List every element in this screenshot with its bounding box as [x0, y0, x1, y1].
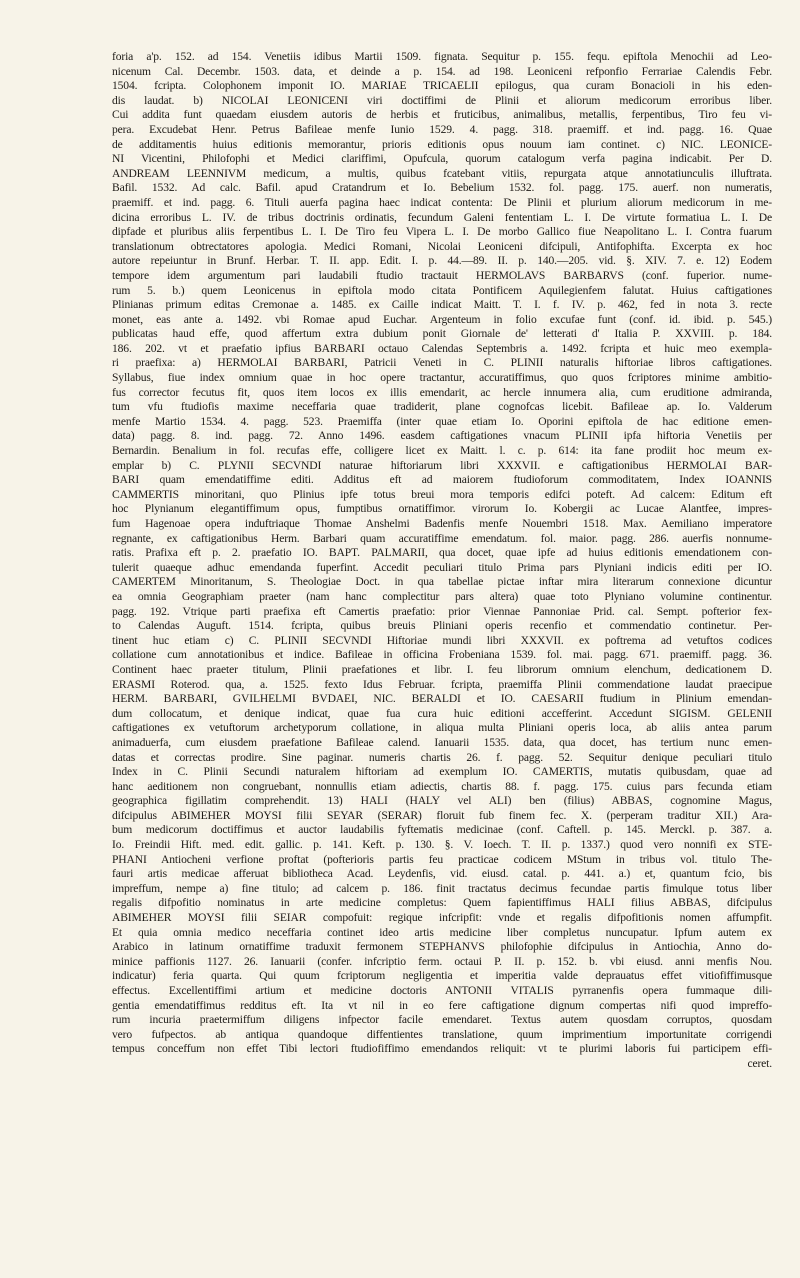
text-line: effectus. Excellentiffimi artium et medicine doctoris ANTONII VITALIS pyrranenfis opera fummaque dili-	[112, 984, 772, 997]
text-line: dum collocatum, et denique indicat, quae fua cura huic editioni accefferint. Accedunt SIGISM. GELENII	[112, 706, 772, 720]
text-line: dis laudat. b) NICOLAI LEONICENI viri doctiffimi de Plinii et aliorum medicorum erroribus liber.	[112, 93, 772, 107]
text-line: emplar b) C. PLYNII SECVNDI naturae hiftoriarum libri XXXVII. e caftigationibus HERMOLAI BAR-	[112, 458, 772, 472]
text-line: autore repeiuntur in Brunf. Herbar. T. II. app. Edit. I. p. 44.—89. II. p. 140.—205. vid. §. XIV. 7. e. 12) Eodem	[112, 254, 772, 268]
text-line: fum Hagenoae opera induftriaque Thomae Anshelmi Badenfis menfe Nouembri 1518. Max. Aemiliano imperatore	[112, 517, 772, 530]
text-line: ANDREAM LEENNIVM medicum, a multis, quibus fcatebant vitiis, repurgata atque annotatiunculis illuftrata.	[112, 166, 772, 180]
text-line: Continent haec praeter titulum, Plinii praefationes et libr. I. feu librorum omnium elenchum, dedicationem D.	[112, 662, 772, 676]
text-line: translationum obtrectatores apologia. Medici Romani, Nicolai Leoniceni difcipuli, Antifophifta. Excerpta ex hoc	[112, 239, 772, 253]
text-line: difcipulus ABIMEHER MOYSI filii SEYAR (SERAR) floruit fub finem fec. X. (perperam traditur XII.) Ara-	[112, 808, 772, 822]
text-line: data) pagg. 8. ind. pagg. 72. Anno 1496. easdem caftigationes vnacum PLINII ipfa hiftoria Venetiis per	[112, 429, 772, 443]
text-line: ri praefixa: a) HERMOLAI BARBARI, Patricii Veneti in C. PLINII naturalis hiftoriae libros caftigationes.	[112, 356, 772, 370]
text-line: 1504. fcripta. Colophonem imponit IO. MARIAE TRICAELII epilogus, qua curam Bonacioli in his eden-	[112, 79, 772, 93]
text-line: Plinianas primum editas Cremonae a. 1485. ex Caille indicat Maitt. T. I. f. IV. p. 462, fed in nota 3. recte	[112, 298, 772, 312]
text-line: tempus conceffum non effet Tibi lectori ftudiofiffimo emendandos reliquit: vt te plurimi laboris fui participem effi-	[112, 1042, 772, 1056]
text-line: rum 5. b.) quem Leonicenus in epiftola modo citata Pontificem Aquilegienfem falutat. Huius caftigationes	[112, 283, 772, 297]
text-line: impreffum, nempe a) fine titulo; ad calcem p. 186. finit tractatus decimus fecundae partis fimulque totus liber	[112, 881, 772, 895]
text-line: ratis. Prafixa eft p. 2. praefatio IO. BAPT. PALMARII, qua docet, quae ipfe ad huius editionis emendationem con-	[112, 546, 772, 560]
text-line: PHANI Antiocheni verfione proftat (pofterioris partis feu practicae codicem MStum in tribus vol. titulo The-	[112, 852, 772, 866]
text-line: Index in C. Plinii Secundi naturalem hiftoriam ad exemplum IO. CAMERTIS, mutatis quibusdam, quae ad	[112, 765, 772, 779]
text-line: Bafil. 1532. Ad calc. Bafil. apud Cratandrum et Io. Bebelium 1532. fol. pagg. 175. auerf. non numeratis,	[112, 181, 772, 195]
text-line: animaduerfa, cum eiusdem praefatione Bafileae calend. Ianuarii 1535. data, qua docet, has tertium nunc emen-	[112, 735, 772, 749]
text-line: geographica figillatim comprehendit. 13) HALI (HALY vel ALI) ben (filius) ABBAS, cognomine Magus,	[112, 794, 772, 808]
text-line: BARI quam emendatiffime editi. Additus eft ad maiorem ftudioforum commoditatem, Index IOANNIS	[112, 473, 772, 487]
text-line: nicenum Cal. Decembr. 1503. data, et deinde a p. 154. ad 198. Leoniceni refponfio Ferrariae Calendis Febr.	[112, 64, 772, 78]
text-line: monet, eas ante a. 1492. vbi Romae apud Euchar. Argenteum in folio excufae funt (conf. id. ibid. p. 545.)	[112, 312, 772, 326]
text-line: Et quia omnia medico neceffaria continet ideo artis medicine liber completus nuncupatur. Ipfum autem ex	[112, 925, 772, 939]
text-line: Arabico in latinum ornatiffime traduxit fermonem STEPHANVS philofophie difcipulus in Antiochia, Anno do-	[112, 940, 772, 954]
text-line: hanc aeditionem non congruebant, nonnullis etiam adiectis, chartis 88. f. pagg. 175. cuius pars fecunda etiam	[112, 779, 772, 793]
text-line: Cui addita funt quaedam eiusdem autoris de herbis et fruticibus, animalibus, metallis, ferpentibus, Tiro feu vi-	[112, 108, 772, 122]
text-line: CAMERTEM Minoritanum, S. Theologiae Doct. in qua tabellae pictae inftar mira literarum connexione dicuntur	[112, 575, 772, 589]
text-line: tum vfu ftudiofis maxime neceffaria quae tradiderit, plane cognofcas licebit. Bafileae ap. Io. Valderum	[112, 400, 772, 414]
text-line: menfe Martio 1534. 4. pagg. 523. Praemiffa (inter quae etiam Io. Oporini epiftola de hac editione emen-	[112, 414, 772, 428]
text-line: publicatas haud effe, quod affertum extra dubium ponit Giornale de' letterati d' Italia P. XXVIII. p. 184.	[112, 327, 772, 341]
text-line: ceret.	[747, 1056, 772, 1070]
text-line: indicatur) feria quarta. Qui quum fcriptorum negligentia et imperitia valde deprauatus effet vitiofiffimusque	[112, 969, 772, 983]
text-line: pagg. 192. Vtrique parti praefixa eft Camertis praefatio: prior Viennae Pannoniae Prid. cal. Sempt. pofterior fex-	[112, 604, 772, 618]
text-line: datas et correctas prodire. Sine paginar. numeris chartis 26. f. pagg. 52. Sequitur denique peculiari titulo	[112, 750, 772, 764]
body-text	[112, 50, 772, 1072]
text-line: NI Vicentini, Philofophi et Medici clariffimi, Opufcula, quorum catalogum verfa pagina indicabit. Per D.	[112, 152, 772, 166]
text-line: fus corrector fecutus fit, quos item locos ex illis emendarit, ac hercle innumera alia, cum eruditione admiranda,	[112, 385, 772, 399]
text-line: tinent huc etiam c) C. PLINII SECVNDI Hiftoriae mundi libri XXXVII. ex poftrema ad vetuftos codices	[112, 633, 772, 647]
text-line: collatione cum annotationibus et indice. Bafileae in officina Frobeniana 1539. fol. mai. pagg. 671. praemiff. pagg. 36.	[112, 648, 772, 662]
text-line: foria a'p. 152. ad 154. Venetiis idibus Martii 1509. fignata. Sequitur p. 155. fequ. epiftola Menochii ad Leo-	[112, 50, 772, 63]
text-line: Syllabus, fiue index omnium quae in hoc opere tractantur, accuratiffimus, quo quos fcriptores minime ambitio-	[112, 371, 772, 385]
text-line: to Calendas Auguft. 1514. fcripta, quibus breuis Pliniani operis recenfio et commendatio continetur. Per-	[112, 619, 772, 633]
text-line: bum medicorum doctiffimus et auctor laudabilis fyftematis medicinae (conf. Caftell. p. 145. Merckl. p. 387. a.	[112, 823, 772, 837]
text-line: Io. Freindii Hift. med. edit. gallic. p. 141. Keft. p. 130. §. V. Ioech. T. II. p. 1337.) quod vero nonnifi ex STE-	[112, 838, 772, 852]
text-line: dicina erroribus L. IV. de tribus doctrinis ordinatis, fecundum Galeni fententiam L. I. De virtute formatiua L. I. De	[112, 210, 772, 224]
text-line: ea omnia Geographiam praeter (nam hanc complectitur pars altera) quae toto Plyniano volumine continentur.	[112, 589, 772, 603]
text-line: CAMMERTIS minoritani, quo Plinius ipfe totus breui mora temporis edifci poteft. Ad calcem: Editum eft	[112, 487, 772, 501]
text-line: fauri artis medicae afferuat bibliotheca Acad. Leydenfis, vid. eiusd. catal. p. 441. a.) et, quantum fcio, bis	[112, 867, 772, 881]
text-line: 186. 202. vt et praefatio ipfius BARBARI octauo Calendas Septembris a. 1492. fcripta et huic meo exempla-	[112, 341, 772, 355]
text-line: dipfade et pluribus aliis ferpentibus L. I. De Tiro feu Vipera L. I. De morbo Gallico fiue Neapolitano L. I. Contra fuarum	[112, 225, 772, 239]
text-line: ERASMI Roterod. qua, a. 1525. fexto Idus Februar. fcripta, praemiffa Plinii commendatione laudat praecipue	[112, 677, 772, 691]
text-line: Bernardin. Benalium in fol. recufas effe, colligere licet ex Maitt. l. c. p. 614: ita fane prodiit hoc meum ex-	[112, 444, 772, 458]
text-line: minice paffionis 1127. 26. Ianuarii (confer. infcriptio ferm. octaui P. II. p. 152. b. vbi eiusd. anni menfis Nou.	[112, 954, 772, 968]
text-line: regalis difpofitio nominatus in arte medicine completus: Quem fapientiffimus HALI filius ABBAS, difcipulus	[112, 896, 772, 910]
text-line: de additamentis huius editionis memorantur, prioris editionis opus nouum iam continet. c) NIC. LEONICE-	[112, 137, 772, 151]
text-line: tempore idem argumentum pari laudabili ftudio tractauit HERMOLAVS BARBARVS (conf. fuperior. nume-	[112, 268, 772, 282]
text-line: ABIMEHER MOYSI filii SEIAR compofuit: regique infcripfit: vnde et regalis difpofitionis nomen affumpfit.	[112, 911, 772, 925]
text-line: caftigationes ex vetuftorum archetyporum collatione, in aliqua multa Pliniani operis loca, ab aliis antea parum	[112, 721, 772, 735]
text-line: praemiff. et ind. pagg. 6. Tituli auerfa pagina haec indicat contenta: De Plinii et plurium aliorum medicorum in me-	[112, 195, 772, 209]
text-line: HERM. BARBARI, GVILHELMI BVDAEI, NIC. BERALDI et IO. CAESARII ftudium in Plinium emendan-	[112, 692, 772, 706]
text-line: hoc Plynianum elegantiffimum opus, fumptibus ornatiffimor. virorum Io. Kobergii ac Lucae Alantfee, impres-	[112, 502, 772, 516]
text-line: gentia emendatiffimus redditus eft. Ita vt nil in eo fere caftigatione dignum compertas nifi quod impreffo-	[112, 998, 772, 1012]
text-line: tulerit quaeque adhuc emendanda fuperfint. Accedit peculiari titulo Prima pars Plyniani indicis editi per IO.	[112, 560, 772, 574]
text-line: rum incuria praetermiffum diligens infpector facile emendaret. Textus autem quosdam corruptos, quosdam	[112, 1013, 772, 1027]
text-line: vero fufpectos. ab antiqua quandoque diffentientes translatione, quum imprimentium importunitate corrigendi	[112, 1027, 772, 1041]
text-line: pera. Excudebat Henr. Petrus Bafileae menfe Iunio 1529. 4. pagg. 318. praemiff. et ind. pagg. 16. Quae	[112, 122, 772, 136]
text-line: regnante, ex caftigationibus Herm. Barbari quam accuratiffime emendatum. fol. maior. pagg. 286. auerfis nonnume-	[112, 531, 772, 545]
